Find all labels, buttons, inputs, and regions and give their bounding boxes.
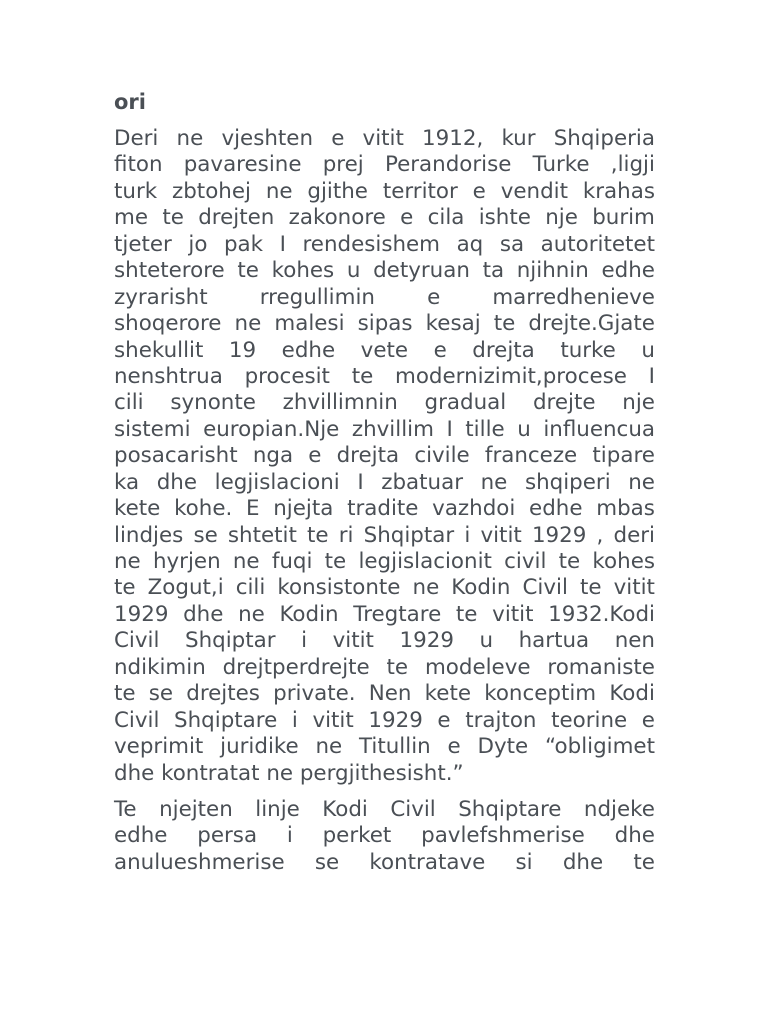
- text-line: shteterore te kohes u detyruan ta njihnin edhe: [114, 258, 655, 284]
- text-line: nenshtrua procesit te modernizimit,procese I: [114, 363, 655, 389]
- text-line: shoqerore ne malesi sipas kesaj te drejte.Gjate: [114, 311, 655, 337]
- text-line: fiton pavaresine prej Perandorise Turke ,ligji: [114, 152, 655, 178]
- text-line: Te njejten linje Kodi Civil Shqiptare ndjeke: [114, 796, 655, 822]
- text-line: ka dhe legjislacioni I zbatuar ne shqiperi ne: [114, 469, 655, 495]
- text-line: posacarisht nga e drejta civile franceze tipare: [114, 443, 655, 469]
- text-line: 1929 dhe ne Kodin Tregtare te vitit 1932.Kodi: [114, 601, 655, 627]
- paragraphs: [114, 126, 655, 876]
- text-line: te Zogut,i cili konsistonte ne Kodin Civil te vitit: [114, 575, 655, 601]
- text-line: dhe kontratat ne pergjithesisht.”: [114, 760, 464, 786]
- text-line: edhe persa i perket pavlefshmerise dhe: [114, 823, 655, 849]
- text-line: te se drejtes private. Nen kete konceptim Kodi: [114, 681, 655, 707]
- text-line: sistemi europian.Nje zhvillim I tille u influencua: [114, 416, 655, 442]
- text-line: cili synonte zhvillimnin gradual drejte nje: [114, 390, 655, 416]
- text-line: ne hyrjen ne fuqi te legjislacionit civil te kohes: [114, 549, 655, 574]
- text-line: turk zbtohej ne gjithe territor e vendit krahas: [114, 178, 655, 204]
- section-heading: ori: [114, 90, 146, 114]
- text-line: kete kohe. E njejta tradite vazhdoi edhe mbas: [114, 496, 655, 522]
- text-line: zyrarisht rregullimin e marredhenieve: [114, 284, 655, 310]
- text-line: me te drejten zakonore e cila ishte nje burim: [114, 205, 655, 231]
- paragraph: [114, 126, 655, 787]
- text-line: Deri ne vjeshten e vitit 1912, kur Shqiperia: [114, 126, 655, 151]
- text-line: veprimit juridike ne Titullin e Dyte “obligimet: [114, 734, 655, 760]
- text-line: Civil Shqiptare i vitit 1929 e trajton teorine e: [114, 707, 655, 733]
- text-line: anulueshmerise se kontratave si dhe te: [114, 849, 655, 875]
- text-line: tjeter jo pak I rendesishem aq sa autoritetet: [114, 231, 655, 257]
- text-line: Civil Shqiptar i vitit 1929 u hartua nen: [114, 628, 655, 654]
- document-body: [114, 88, 655, 876]
- text-line: shekullit 19 edhe vete e drejta turke u: [114, 337, 655, 363]
- text-line: ndikimin drejtperdrejte te modeleve romaniste: [114, 654, 655, 680]
- paragraph: [114, 797, 655, 876]
- text-line: lindjes se shtetit te ri Shqiptar i vitit 1929 , deri: [114, 522, 655, 548]
